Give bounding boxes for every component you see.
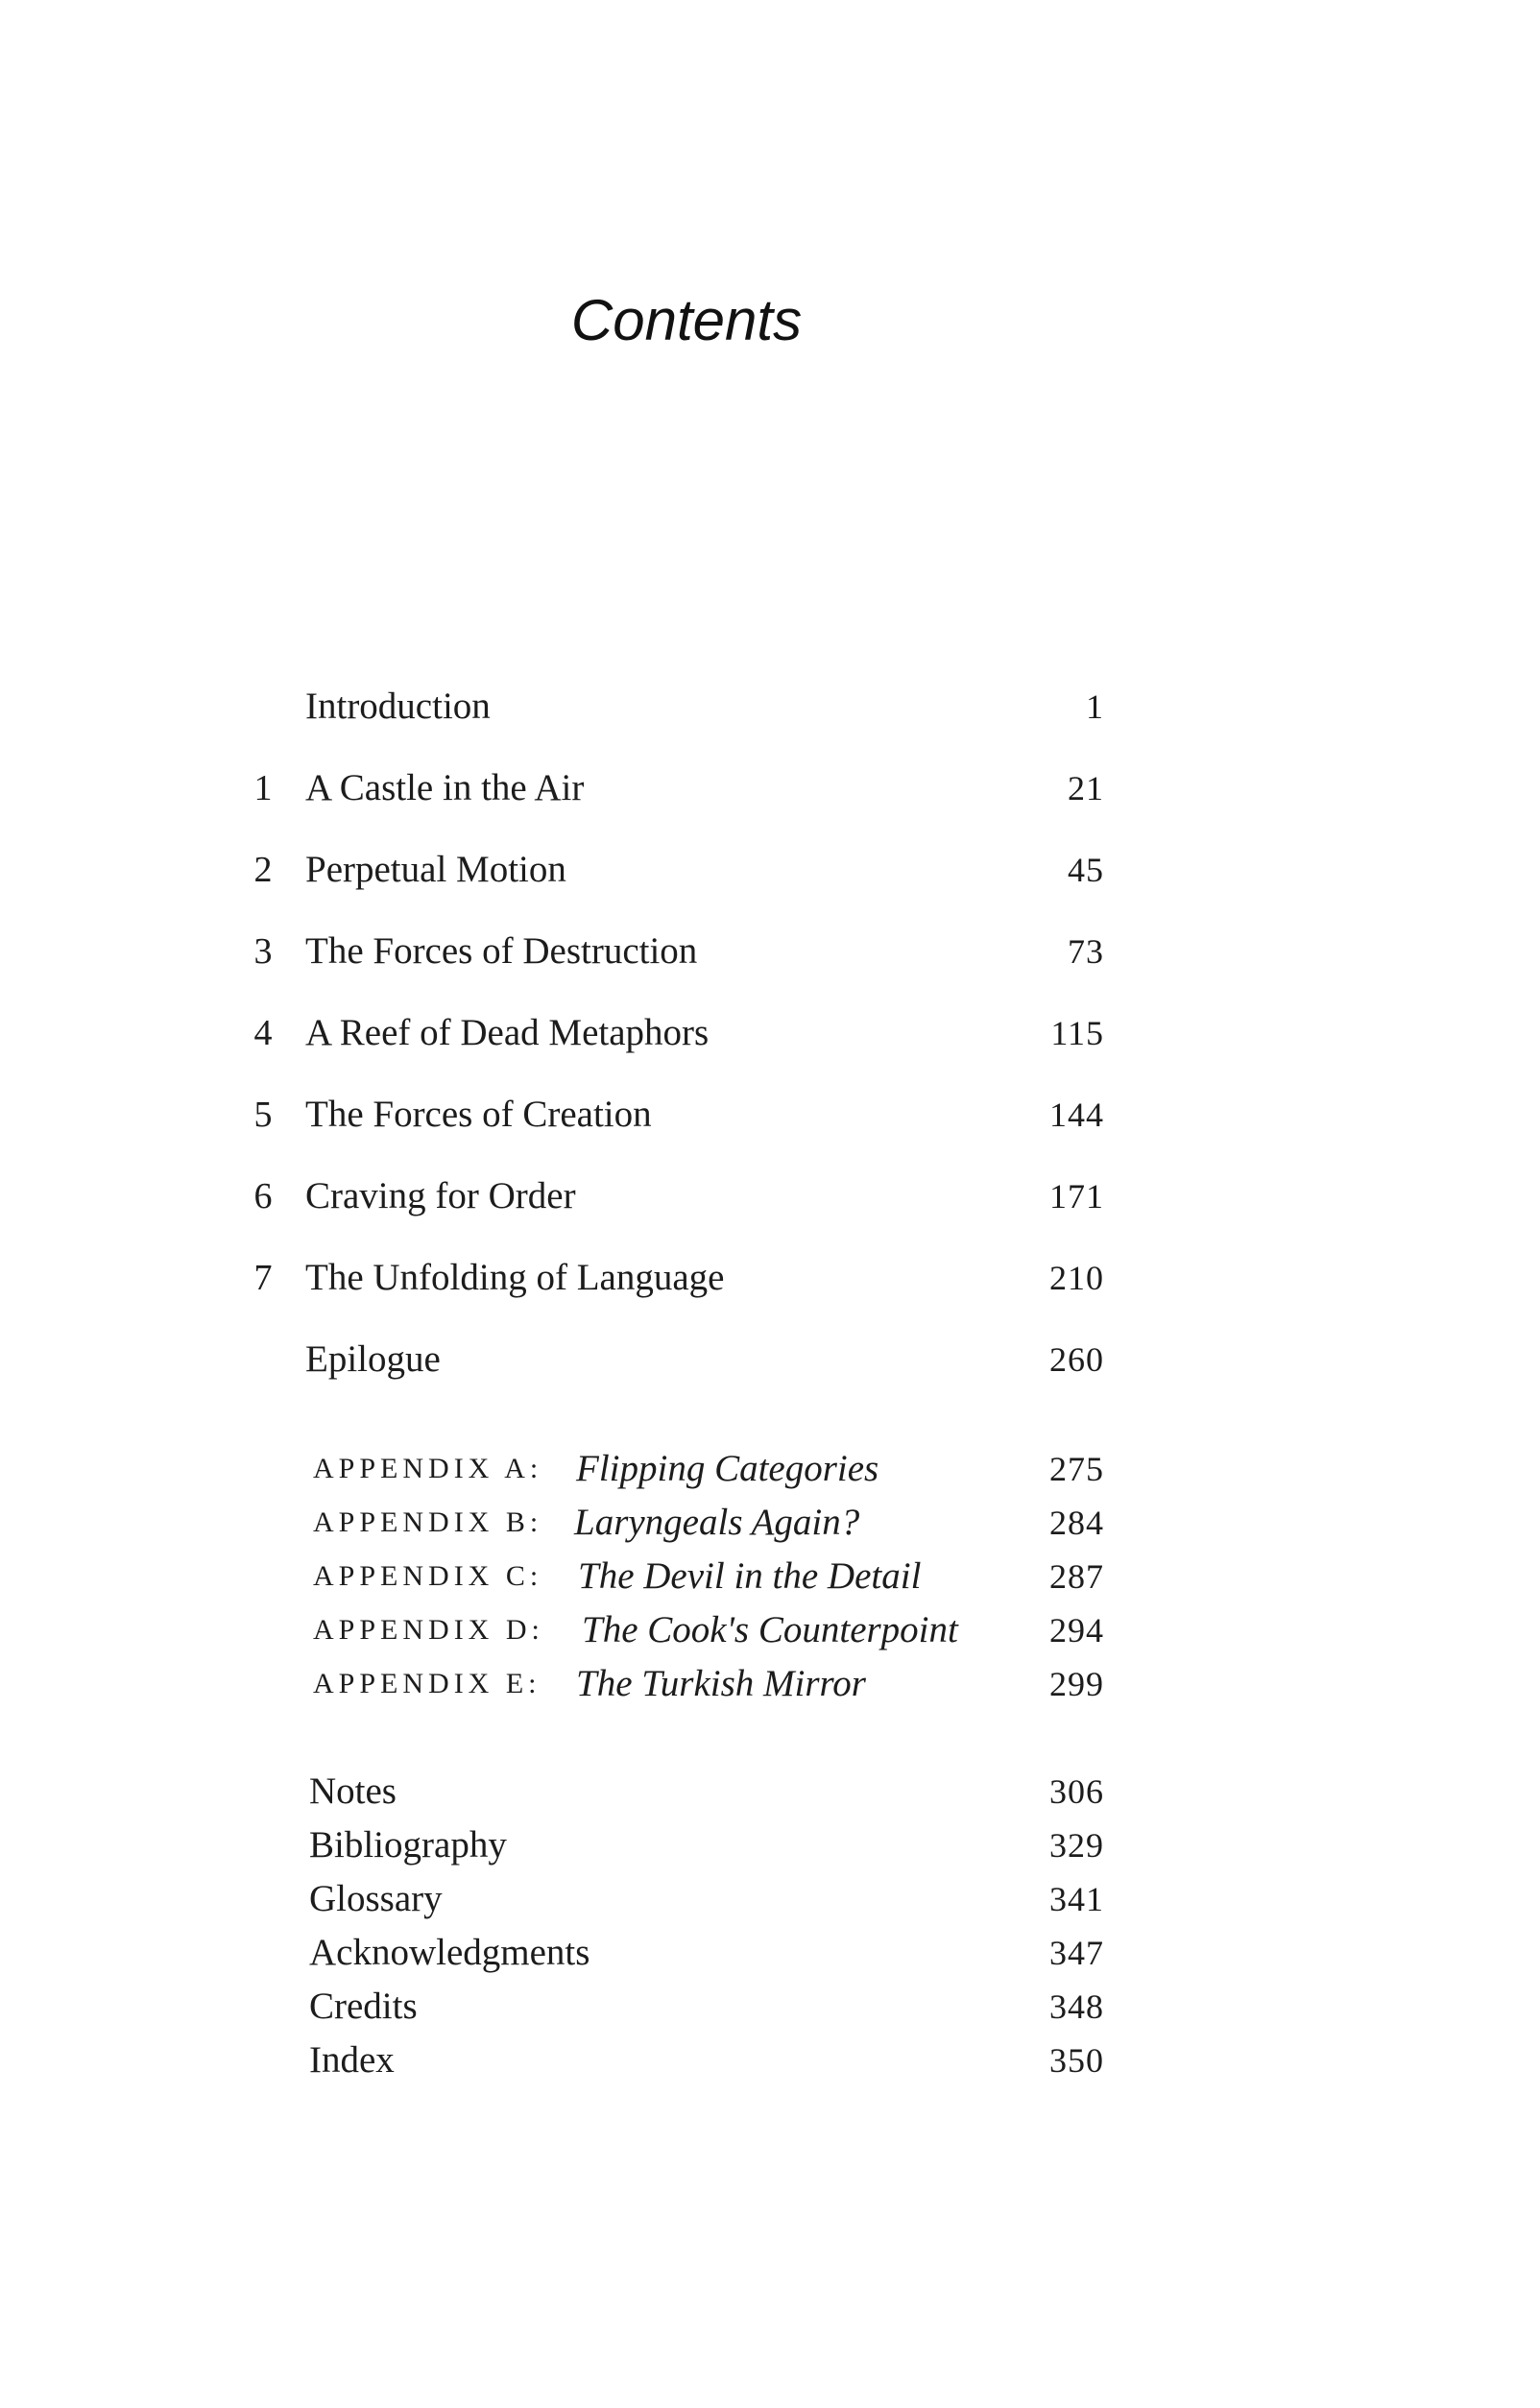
page-number: 294 [1049,1611,1104,1649]
chapter-title: Epilogue [305,1338,441,1380]
back-matter-title: Acknowledgments [309,1932,590,1973]
page-number: 348 [1049,1987,1104,2026]
toc-entry-chapter-3[interactable] [240,923,1123,980]
page-number: 306 [1049,1772,1104,1811]
toc-entry-chapter-7[interactable] [240,1249,1123,1307]
toc-entry-chapter-5[interactable] [240,1086,1123,1144]
page-number: 144 [1049,1096,1104,1134]
back-matter-title: Credits [309,1986,418,2027]
appendix-prefix: APPENDIX E: [313,1668,541,1699]
chapter-number: 3 [253,931,273,972]
chapter-title: Perpetual Motion [305,849,566,890]
toc-entry-appendix-d[interactable] [240,1605,1123,1655]
toc-entry-chapter-6[interactable] [240,1168,1123,1225]
page-number: 350 [1049,2041,1104,2080]
chapter-number: 4 [253,1013,273,1053]
page-number: 347 [1049,1934,1104,1972]
chapter-number: 1 [253,768,273,808]
toc-entry-epilogue[interactable] [240,1331,1123,1388]
appendix-title: The Cook's Counterpoint [582,1609,958,1650]
toc-entry-appendix-b[interactable] [240,1498,1123,1548]
page-number: 287 [1049,1557,1104,1596]
toc-entry-chapter-2[interactable] [240,841,1123,899]
appendix-prefix: APPENDIX D: [313,1614,544,1646]
appendix-title: The Turkish Mirror [576,1663,866,1704]
chapter-number: 2 [253,850,273,890]
page-number: 210 [1049,1259,1104,1297]
page-number: 73 [1068,932,1104,971]
toc-entry-chapter-1[interactable] [240,759,1123,817]
chapter-title: The Unfolding of Language [305,1257,725,1298]
page-number: 21 [1068,769,1104,807]
page-number: 260 [1049,1340,1104,1379]
page-number: 329 [1049,1826,1104,1865]
chapter-number: 7 [253,1258,273,1298]
back-matter-title: Index [309,2039,395,2081]
chapter-title: A Castle in the Air [305,767,585,808]
toc-entry-notes[interactable] [240,1766,1123,1818]
page-title: Contents [570,288,803,352]
page-number: 45 [1068,851,1104,889]
toc-entry-bibliography[interactable] [240,1819,1123,1871]
appendix-prefix: APPENDIX B: [313,1506,543,1538]
toc-entry-appendix-a[interactable] [240,1444,1123,1494]
chapter-title: Craving for Order [305,1175,576,1216]
appendix-title: Flipping Categories [576,1448,879,1489]
toc-entry-chapter-4[interactable] [240,1004,1123,1062]
page-number: 341 [1049,1880,1104,1918]
toc-entry-glossary[interactable] [240,1873,1123,1925]
chapter-title: A Reef of Dead Metaphors [305,1012,710,1053]
toc-entry-appendix-e[interactable] [240,1659,1123,1709]
back-matter-title: Notes [309,1770,397,1812]
toc-entry-credits[interactable] [240,1981,1123,2033]
chapter-number: 5 [253,1095,273,1135]
page-number: 1 [1086,687,1104,726]
toc-entry-appendix-c[interactable] [240,1552,1123,1601]
page-number: 171 [1049,1177,1104,1216]
back-matter-title: Glossary [309,1878,443,1919]
appendix-prefix: APPENDIX A: [313,1453,543,1484]
appendix-title: Laryngeals Again? [574,1502,860,1543]
page-number: 115 [1050,1014,1104,1052]
chapter-title: Introduction [305,686,491,727]
chapter-number: 6 [253,1176,273,1216]
page-number: 284 [1049,1504,1104,1542]
chapter-title: The Forces of Creation [305,1094,652,1135]
toc-entry-introduction[interactable] [240,678,1123,735]
chapter-title: The Forces of Destruction [305,930,698,972]
back-matter-title: Bibliography [309,1824,507,1866]
appendix-title: The Devil in the Detail [578,1555,922,1597]
page-number: 299 [1049,1665,1104,1703]
appendix-prefix: APPENDIX C: [313,1560,543,1592]
toc-entry-index[interactable] [240,2035,1123,2086]
toc-entry-acknowledgments[interactable] [240,1927,1123,1979]
page-number: 275 [1049,1450,1104,1488]
